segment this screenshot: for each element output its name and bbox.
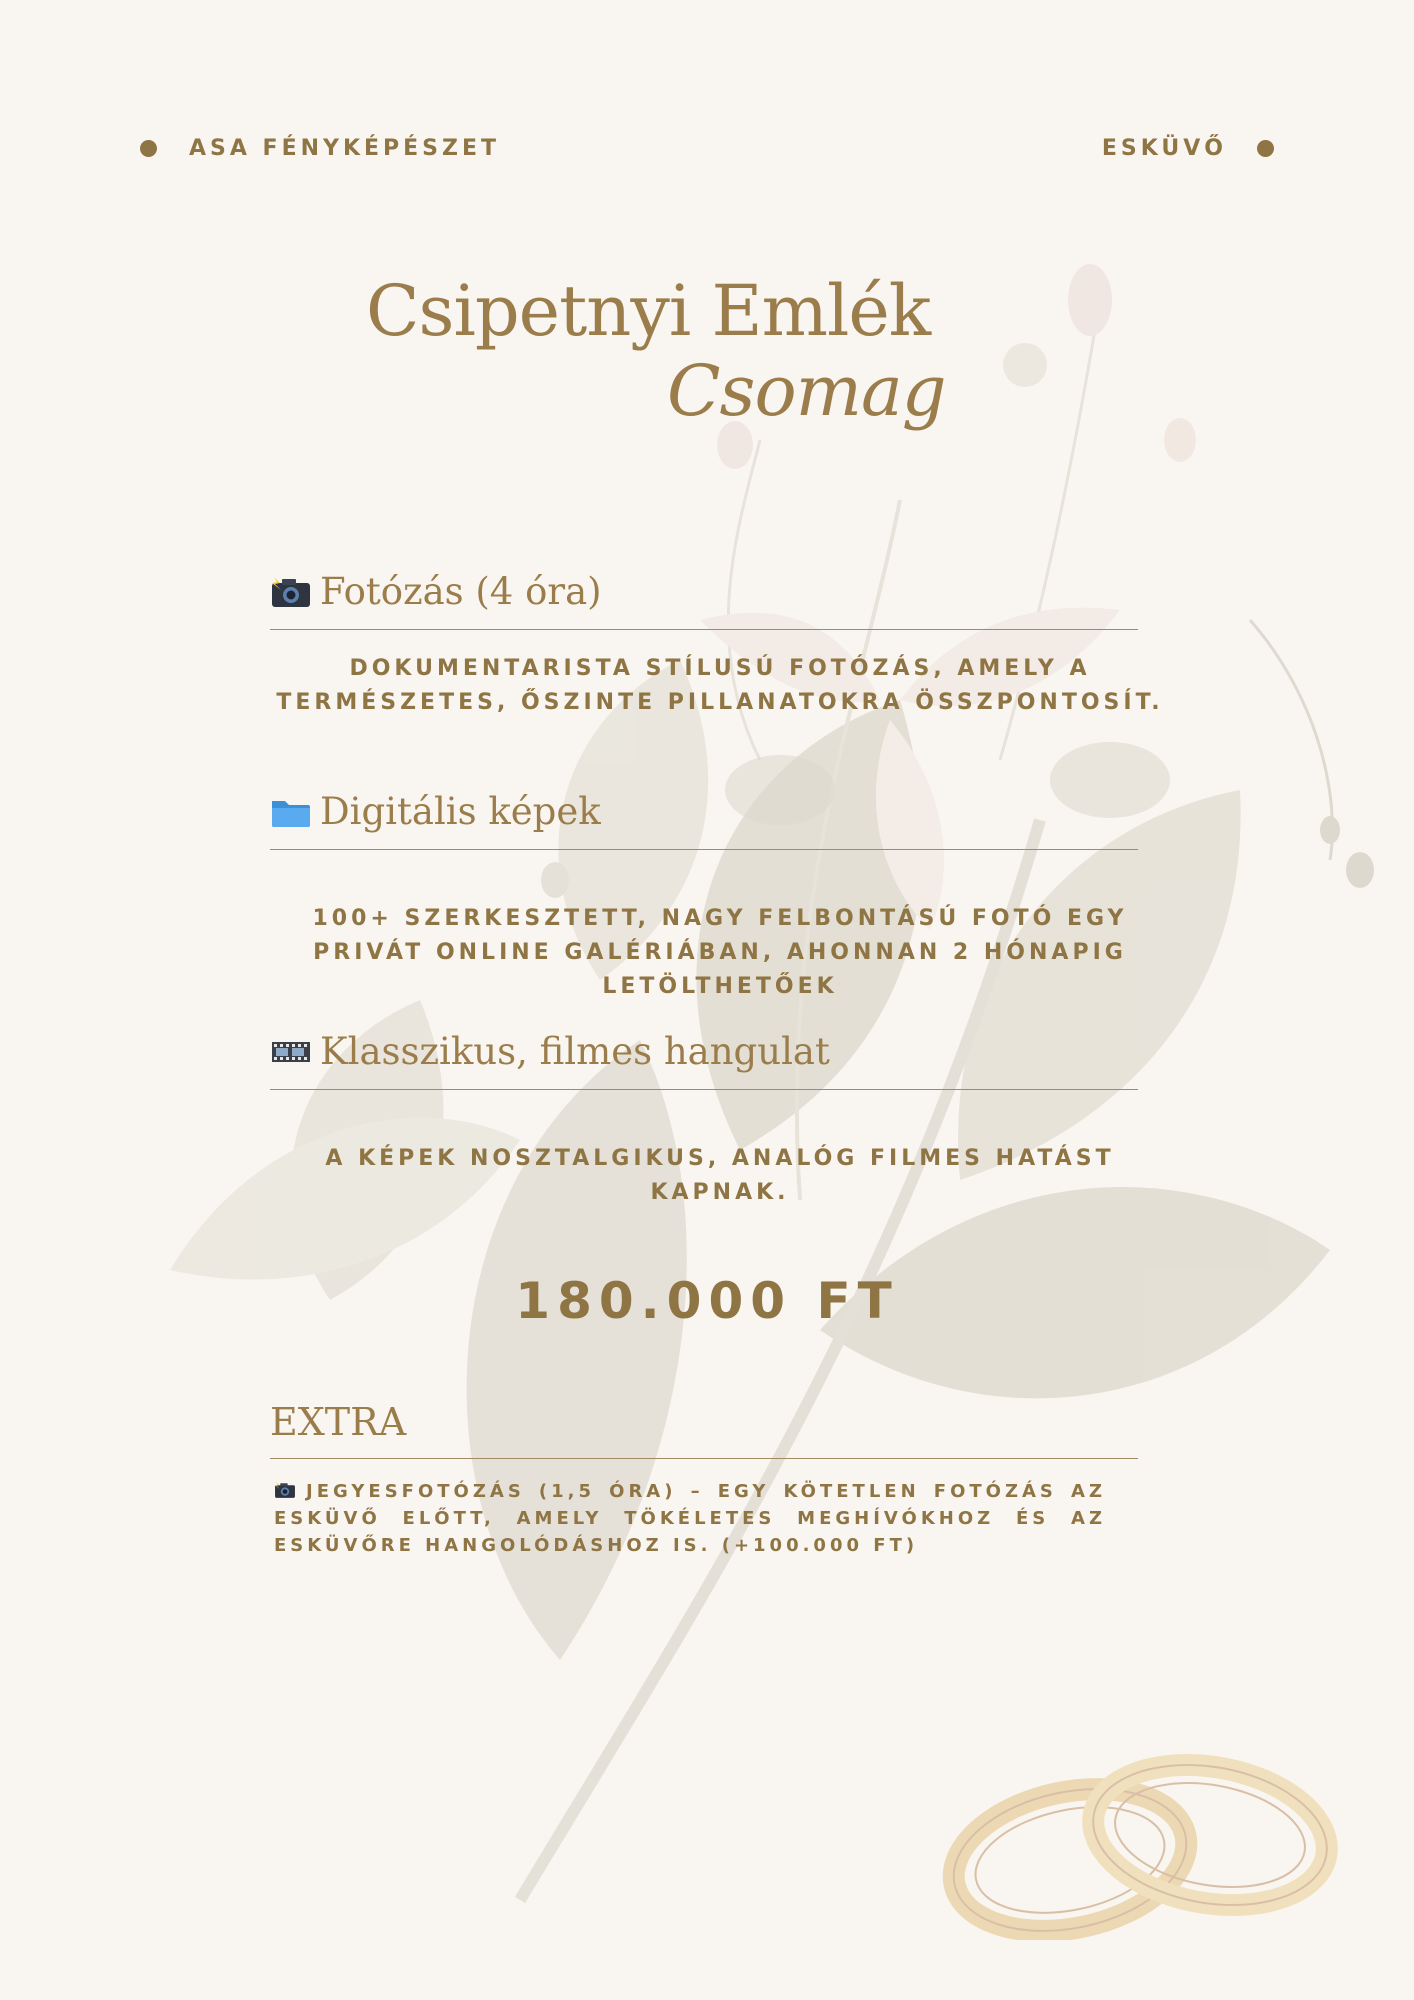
- brand-header: [140, 136, 500, 161]
- category-label: ESKÜVŐ: [1101, 136, 1227, 161]
- package-title-subtitle: Csomag: [667, 350, 946, 432]
- camera-flash-icon: [270, 575, 312, 609]
- folder-icon: [270, 795, 312, 829]
- section-description-film-mood: A KÉPEK NOSZTALGIKUS, ANALÓG FILMES HATÁST KAPNAK.: [325, 1146, 1115, 1205]
- wedding-rings-icon: [940, 1740, 1350, 1940]
- bullet-dot-icon: [140, 140, 157, 157]
- package-title: Csipetnyi Emlék: [366, 270, 931, 352]
- section-heading-text: Fotózás (4 óra): [320, 570, 602, 613]
- extra-description: [274, 1478, 1106, 1559]
- section-description-photoshoot: DOKUMENTARISTA STÍLUSÚ FOTÓZÁS, AMELY A TERMÉSZETES, ŐSZINTE PILLANATOKRA ÖSSZPONTOSÍT.: [276, 656, 1164, 715]
- section-description-digital-images: 100+ SZERKESZTETT, NAGY FELBONTÁSÚ FOTÓ EGY PRIVÁT ONLINE GALÉRIÁBAN, AHONNAN 2 HÓNAPIG LETÖLTHETŐEK: [312, 906, 1128, 999]
- section-heading-text: Digitális képek: [320, 790, 601, 833]
- brand-name: ASA FÉNYKÉPÉSZET: [189, 136, 501, 161]
- section-heading-digital-images: [270, 790, 1138, 850]
- film-strip-icon: [270, 1035, 312, 1069]
- category-header: [1102, 136, 1274, 161]
- bullet-dot-icon: [1257, 140, 1274, 157]
- section-heading-film-mood: [270, 1030, 1138, 1090]
- section-heading-photoshoot: [270, 570, 1138, 630]
- section-heading-text: Klasszikus, filmes hangulat: [320, 1030, 830, 1073]
- package-price: 180.000 FT: [515, 1272, 899, 1330]
- extra-text: JEGYESFOTÓZÁS (1,5 ÓRA) – EGY KÖTETLEN FOTÓZÁS AZ ESKÜVŐ ELŐTT, AMELY TÖKÉLETES MEGHÍVÓKHOZ ÉS AZ ESKÜVŐRE HANGOLÓDÁSHOZ IS. (+100.000 FT): [274, 1481, 1106, 1556]
- camera-flash-icon: [274, 1481, 296, 1499]
- extra-heading: EXTRA: [270, 1400, 1138, 1459]
